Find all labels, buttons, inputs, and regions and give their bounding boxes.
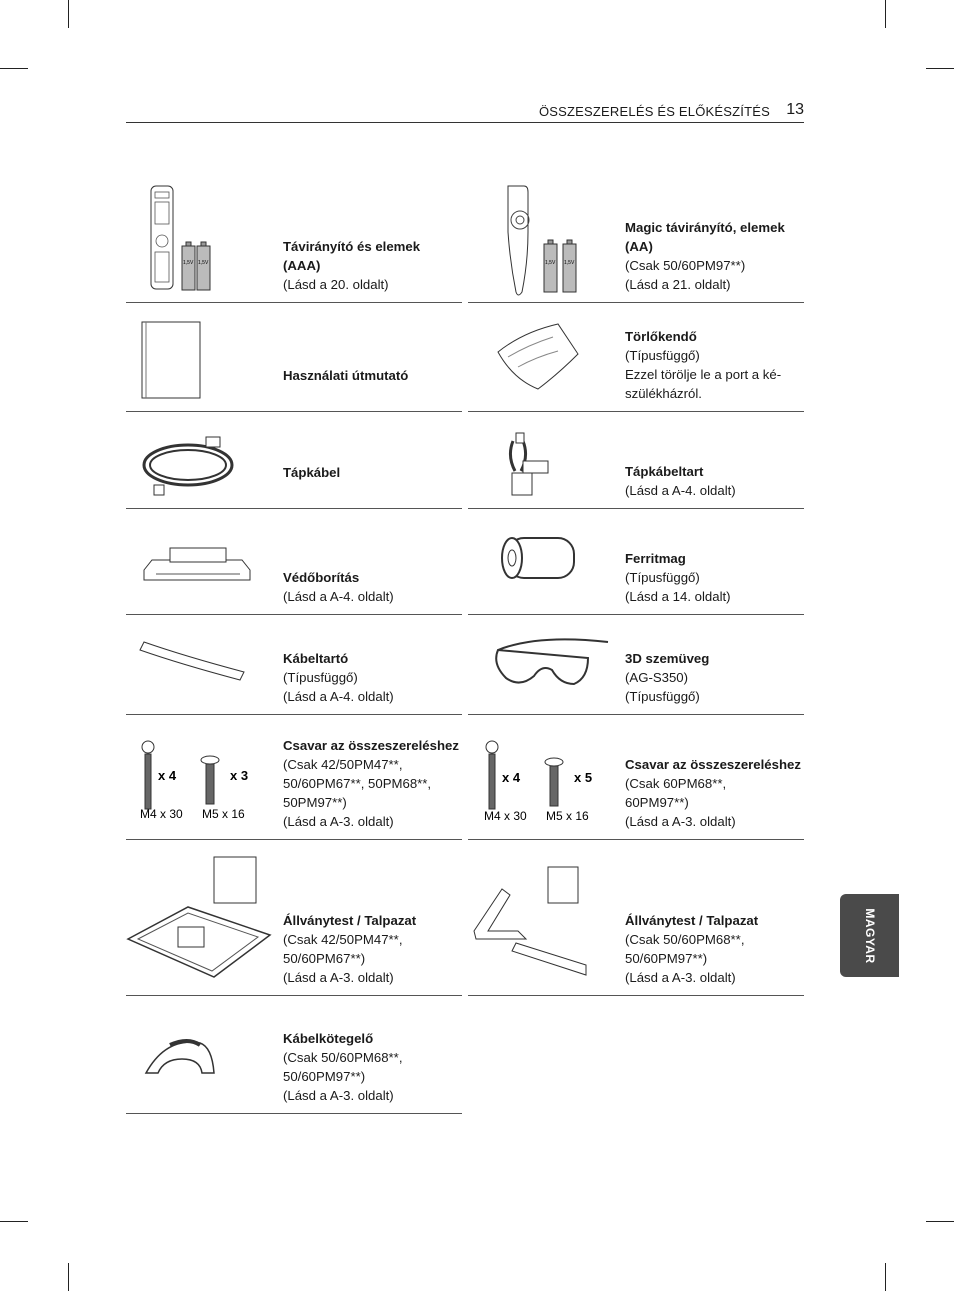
item-magic-remote xyxy=(468,176,804,303)
item-3d-glasses xyxy=(468,614,804,715)
item-title: Ferritmag xyxy=(625,551,686,566)
item-title: Csavar az összeszereléshez xyxy=(283,738,459,753)
item-line: (Lásd a A-3. oldalt) xyxy=(283,814,394,829)
ferrite-core-icon xyxy=(468,508,618,614)
item-manual xyxy=(126,302,462,412)
item-remote xyxy=(126,176,462,303)
item-line: (Lásd a A-4. oldalt) xyxy=(283,689,394,704)
crop-mark xyxy=(885,0,886,28)
item-title: 3D szemüveg xyxy=(625,651,710,666)
item-line: (Lásd a A-3. oldalt) xyxy=(625,970,736,985)
item-screws-2 xyxy=(468,714,804,840)
item-cable-holder xyxy=(468,411,804,509)
item-text xyxy=(625,218,803,294)
item-line: (Lásd a A-3. oldalt) xyxy=(625,814,736,829)
item-line: (Típusfüggő) xyxy=(283,670,358,685)
item-title: Távirányító és elemek (AAA) xyxy=(283,239,421,273)
item-line: 50/60PM97**) xyxy=(625,951,708,966)
item-line: (AG-S350) xyxy=(625,670,689,685)
item-power-cable xyxy=(126,411,462,509)
item-cloth xyxy=(468,302,804,412)
item-protective-cover xyxy=(126,508,462,615)
item-title: Állványtest / Talpazat xyxy=(283,913,417,928)
item-text xyxy=(283,911,461,987)
item-line: (Csak 50/60PM97**) xyxy=(625,258,746,273)
item-text xyxy=(625,462,803,500)
remote-batteries-icon xyxy=(126,176,276,302)
item-line: (Csak 60PM68**, xyxy=(625,776,727,791)
crop-mark xyxy=(926,68,954,69)
crop-mark xyxy=(68,0,69,28)
battery-label: 1,5V xyxy=(183,260,194,266)
cable-tie-icon xyxy=(126,614,276,714)
item-line: (Típusfüggő) xyxy=(625,570,700,585)
item-text xyxy=(283,568,461,606)
item-line: (Lásd a 20. oldalt) xyxy=(283,277,389,292)
item-title: Magic távirányító, elemek (AA) xyxy=(625,220,785,254)
item-line: 60PM97**) xyxy=(625,795,689,810)
item-title: Kábeltartó xyxy=(283,651,349,666)
page-number: 13 xyxy=(786,101,804,118)
item-line: 50/60PM67**, 50PM68**, xyxy=(283,776,432,791)
item-title: Csavar az összeszereléshez xyxy=(625,757,801,772)
item-text xyxy=(625,911,803,987)
item-title: Állványtest / Talpazat xyxy=(625,913,759,928)
cleaning-cloth-icon xyxy=(468,302,618,411)
item-title: Tápkábel xyxy=(283,465,341,480)
item-line: (Típusfüggő) xyxy=(625,348,700,363)
stand-icon xyxy=(126,839,276,995)
stand-icon xyxy=(468,839,618,995)
item-line: (Lásd a 14. oldalt) xyxy=(625,589,731,604)
item-line: 50PM97**) xyxy=(283,795,347,810)
item-text xyxy=(283,463,461,482)
item-screws-1 xyxy=(126,714,462,840)
crop-mark xyxy=(0,68,28,69)
manual-icon xyxy=(126,302,276,411)
screw-size: M4 x 30 xyxy=(140,807,183,821)
battery-label: 1,5V xyxy=(198,260,209,266)
item-line: (Csak 42/50PM47**, xyxy=(283,757,403,772)
item-line: (Csak 50/60PM68**, xyxy=(283,1050,403,1065)
screw-quantity: x 4 xyxy=(502,770,521,785)
screw-quantity: x 5 xyxy=(574,770,593,785)
item-text xyxy=(283,237,461,294)
item-line: (Lásd a A-4. oldalt) xyxy=(283,589,394,604)
cable-holder-icon xyxy=(468,411,618,508)
crop-mark xyxy=(68,1263,69,1291)
power-cable-icon xyxy=(126,411,276,508)
item-line: (Lásd a A-4. oldalt) xyxy=(625,483,736,498)
screw-quantity: x 4 xyxy=(158,768,177,783)
item-title: Tápkábeltart xyxy=(625,464,704,479)
item-text xyxy=(625,327,803,403)
item-text xyxy=(625,755,803,831)
screw-size: M4 x 30 xyxy=(484,809,527,823)
item-stand-1 xyxy=(126,839,462,996)
item-line: (Típusfüggő) xyxy=(625,689,700,704)
item-cable-tie xyxy=(126,614,462,715)
section-title: ÖSSZESZERELÉS ÉS ELŐKÉSZÍTÉS xyxy=(538,104,770,119)
item-title: Törlőkendő xyxy=(625,329,697,344)
screws-icon xyxy=(468,714,618,839)
magic-remote-icon xyxy=(468,176,618,302)
item-line: (Csak 42/50PM47**, xyxy=(283,932,403,947)
page-header xyxy=(126,98,804,123)
crop-mark xyxy=(0,1221,28,1222)
item-text xyxy=(625,549,803,606)
screw-quantity: x 3 xyxy=(230,768,249,783)
screw-size: M5 x 16 xyxy=(202,807,245,821)
item-line: 50/60PM97**) xyxy=(283,1069,366,1084)
language-tab-label: MAGYAR xyxy=(862,907,877,964)
3d-glasses-icon xyxy=(468,614,618,714)
protective-cover-icon xyxy=(126,508,276,614)
item-cable-clamp xyxy=(126,995,462,1114)
screws-icon xyxy=(126,714,276,839)
language-tab xyxy=(840,894,899,977)
item-text xyxy=(283,1029,461,1105)
item-title: Kábelkötegelő xyxy=(283,1031,374,1046)
item-title: Használati útmutató xyxy=(283,368,409,383)
item-line: szülékházról. xyxy=(625,386,702,401)
screw-size: M5 x 16 xyxy=(546,809,589,823)
item-text xyxy=(283,649,461,706)
battery-label: 1,5V xyxy=(564,260,575,266)
crop-mark xyxy=(885,1263,886,1291)
item-line: (Lásd a A-3. oldalt) xyxy=(283,970,394,985)
item-ferrite xyxy=(468,508,804,615)
item-stand-2 xyxy=(468,839,804,996)
item-title: Védőborítás xyxy=(283,570,360,585)
item-line: Ezzel törölje le a port a ké- xyxy=(625,367,782,382)
item-text xyxy=(283,736,461,831)
item-text xyxy=(625,649,803,706)
item-line: (Lásd a 21. oldalt) xyxy=(625,277,731,292)
item-text xyxy=(283,366,461,385)
cable-clamp-icon xyxy=(126,995,276,1113)
crop-mark xyxy=(926,1221,954,1222)
item-line: (Lásd a A-3. oldalt) xyxy=(283,1088,394,1103)
item-line: 50/60PM67**) xyxy=(283,951,366,966)
item-line: (Csak 50/60PM68**, xyxy=(625,932,745,947)
battery-label: 1,5V xyxy=(545,260,556,266)
